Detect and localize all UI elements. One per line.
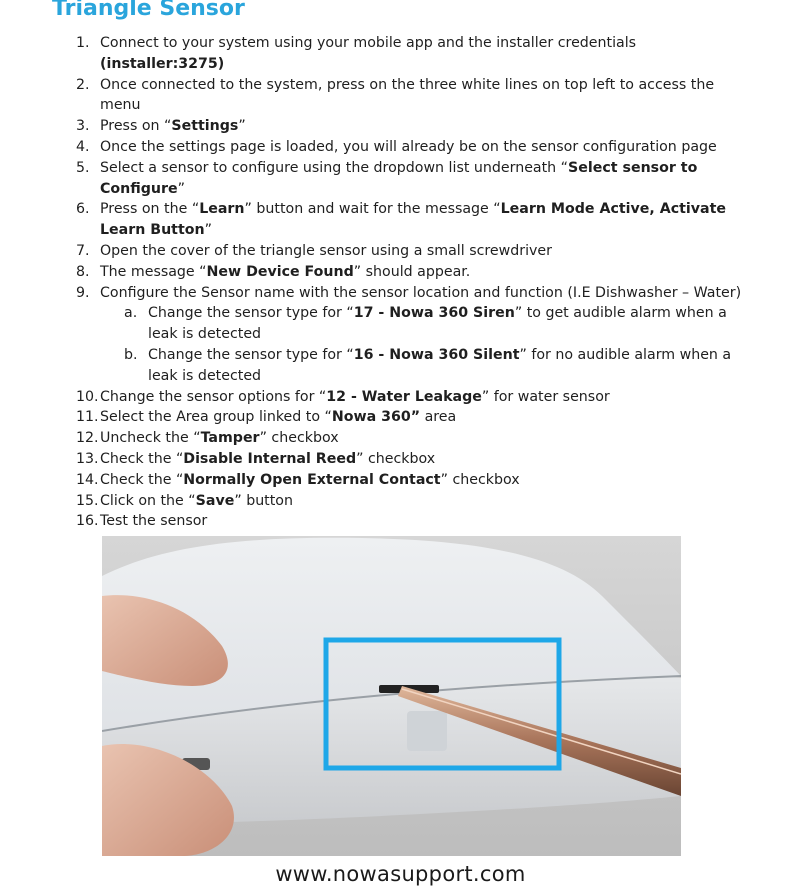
step-text: ” should appear. — [353, 263, 471, 280]
emphasis-text: Normally Open External Contact — [183, 471, 441, 488]
list-item — [0, 511, 750, 532]
list-item — [0, 491, 750, 512]
emphasis-text: Learn — [199, 201, 245, 218]
list-number: 9. — [76, 284, 90, 301]
step-text: Change the sensor type for “ — [148, 346, 354, 363]
step-text: ” checkbox — [356, 450, 436, 467]
list-number: 15. — [76, 492, 99, 509]
step-text: Click on the “ — [100, 492, 196, 509]
step-text: ” — [204, 222, 212, 239]
step-text: Connect to your system using your mobile app and the installer credentials — [100, 35, 637, 51]
instruction-list — [0, 33, 801, 532]
list-item — [0, 345, 753, 387]
step-text: Test the sensor — [100, 513, 208, 530]
list-number: 16. — [76, 513, 99, 530]
emphasis-text: 17 - Nowa 360 Siren — [353, 305, 515, 322]
emphasis-text: Settings — [171, 118, 239, 135]
step-text: ” checkbox — [440, 471, 520, 488]
list-item — [0, 199, 750, 241]
step-text: Press on “ — [100, 118, 172, 135]
step-text: ” for no audible alarm when a leak is detected — [148, 346, 732, 384]
list-item — [0, 470, 750, 491]
list-number: 11. — [76, 409, 99, 426]
emphasis-text: Disable Internal Reed — [183, 450, 357, 467]
list-item — [0, 241, 750, 262]
step-text: Once connected to the system, press on the three white lines on top left to access the menu — [100, 76, 715, 114]
list-item — [0, 407, 750, 428]
list-number: b. — [124, 346, 138, 363]
emphasis-text: (installer:3275) — [100, 55, 225, 72]
list-number: 8. — [76, 263, 90, 280]
step-text: Uncheck the “ — [100, 430, 201, 447]
step-text: ” — [177, 180, 186, 197]
sensor-photo — [102, 536, 681, 856]
list-item — [0, 283, 750, 304]
list-item — [0, 449, 750, 470]
step-text: Select a sensor to configure using the dropdown list underneath “ — [100, 159, 569, 176]
emphasis-text: Learn Mode Active, Activate Learn Button — [100, 201, 726, 239]
step-text: ” — [238, 118, 246, 135]
emphasis-text: 12 - Water Leakage — [326, 388, 482, 405]
emphasis-text: Nowa 360” — [331, 409, 421, 426]
step-text: ” checkbox — [259, 430, 339, 447]
list-number: 10. — [76, 388, 99, 405]
list-item — [0, 387, 750, 408]
emphasis-text: New Device Found — [206, 263, 354, 280]
list-number: 12. — [76, 430, 99, 447]
list-item — [0, 137, 750, 158]
step-text: Change the sensor type for “ — [148, 305, 354, 322]
list-number: 3. — [76, 118, 90, 135]
step-text: ” button and wait for the message “ — [244, 201, 501, 218]
step-text: The message “ — [100, 263, 207, 280]
list-number: 14. — [76, 471, 99, 488]
list-number: 6. — [76, 201, 90, 218]
emphasis-text: 16 - Nowa 360 Silent — [353, 346, 520, 363]
step-text: area — [420, 409, 457, 426]
list-item — [0, 75, 750, 117]
list-item — [0, 116, 750, 137]
emphasis-text: Save — [195, 492, 235, 509]
list-number: 4. — [76, 138, 90, 155]
list-number: 7. — [76, 242, 90, 259]
step-text: ” to get audible alarm when a leak is detected — [148, 305, 727, 343]
step-text: Select the Area group linked to “ — [100, 409, 332, 426]
emphasis-text: Tamper — [200, 430, 260, 447]
step-text: Check the “ — [100, 450, 184, 467]
page-title: Triangle Sensor — [52, 0, 245, 21]
step-text: ” button — [234, 492, 293, 509]
list-number: 1. — [76, 35, 90, 51]
step-text: ” for water sensor — [481, 388, 610, 405]
list-item — [0, 262, 750, 283]
step-text: Configure the Sensor name with the sensor location and function (I.E Dishwasher – Water) — [100, 284, 742, 301]
list-item — [0, 303, 753, 345]
step-text: Open the cover of the triangle sensor using a small screwdriver — [100, 242, 552, 259]
list-item — [0, 33, 750, 75]
list-number: a. — [124, 305, 138, 322]
list-item — [0, 428, 750, 449]
list-number: 5. — [76, 159, 90, 176]
list-number: 13. — [76, 450, 99, 467]
list-number: 2. — [76, 76, 90, 93]
step-text: Check the “ — [100, 471, 184, 488]
step-text: Press on the “ — [100, 201, 200, 218]
emphasis-text: Select sensor to Configure — [100, 159, 698, 197]
step-text: Change the sensor options for “ — [100, 388, 327, 405]
footer-website: www.nowasupport.com — [275, 862, 526, 886]
step-text: Once the settings page is loaded, you will already be on the sensor configuration page — [100, 138, 717, 155]
list-item — [0, 158, 750, 200]
